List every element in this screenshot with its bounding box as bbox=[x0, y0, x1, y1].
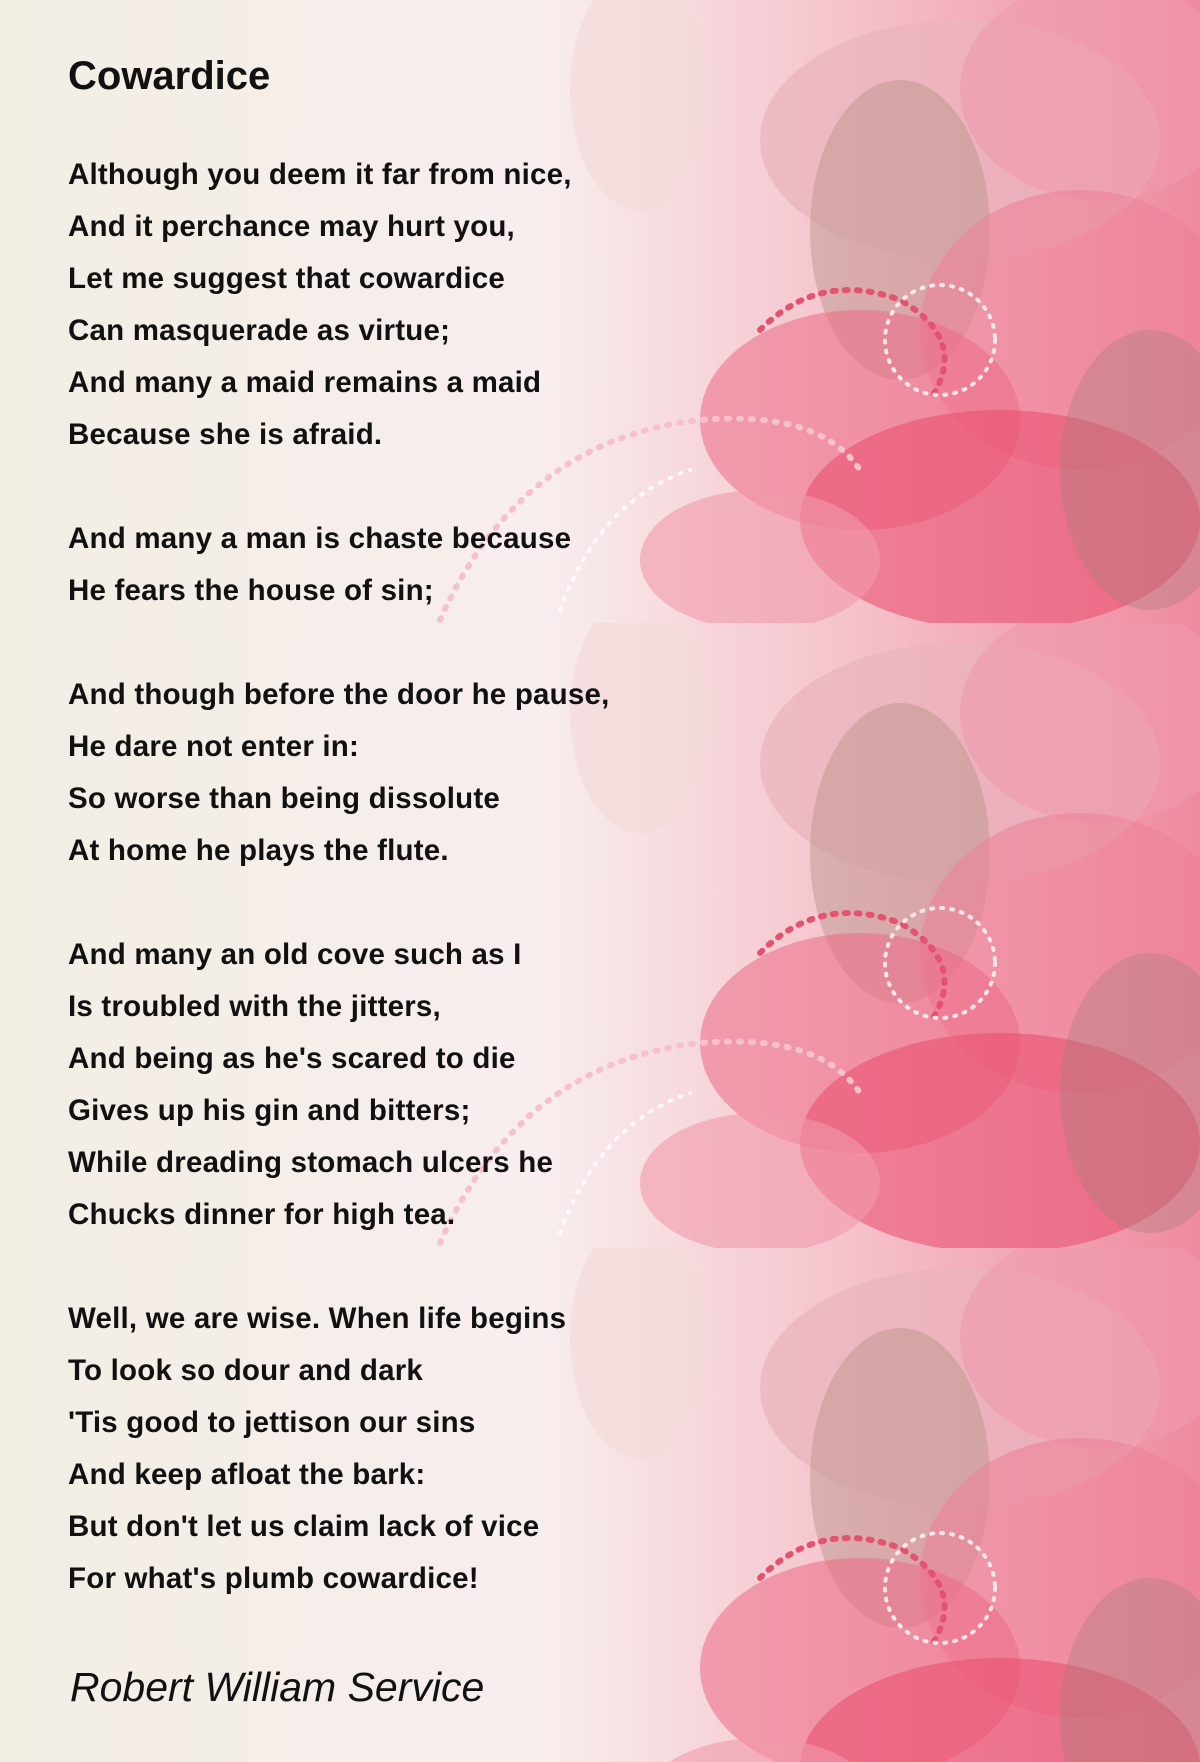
poem-line: And many a man is chaste because bbox=[68, 522, 572, 555]
poem-line: And it perchance may hurt you, bbox=[68, 210, 515, 243]
poem-line: Let me suggest that cowardice bbox=[68, 262, 505, 295]
poem-line: At home he plays the flute. bbox=[68, 834, 449, 867]
poem-line: So worse than being dissolute bbox=[68, 782, 500, 815]
poem-line: Chucks dinner for high tea. bbox=[68, 1198, 456, 1231]
poem-line: Because she is afraid. bbox=[68, 418, 383, 451]
poem-line: And many an old cove such as I bbox=[68, 938, 522, 971]
poem-line: And being as he's scared to die bbox=[68, 1042, 516, 1075]
poem-line: To look so dour and dark bbox=[68, 1354, 423, 1387]
poem-line: And many a maid remains a maid bbox=[68, 366, 542, 399]
poem-line: Although you deem it far from nice, bbox=[68, 158, 572, 191]
poem-line: Well, we are wise. When life begins bbox=[68, 1302, 567, 1335]
poem-line: He dare not enter in: bbox=[68, 730, 360, 763]
poem-line: Is troubled with the jitters, bbox=[68, 990, 441, 1023]
poem-line: And though before the door he pause, bbox=[68, 678, 610, 711]
poem-line: 'Tis good to jettison our sins bbox=[68, 1406, 476, 1439]
poem-line: While dreading stomach ulcers he bbox=[68, 1146, 554, 1179]
poem-line: Can masquerade as virtue; bbox=[68, 314, 451, 347]
poem-line: Gives up his gin and bitters; bbox=[68, 1094, 471, 1127]
poem-line: For what's plumb cowardice! bbox=[68, 1562, 479, 1595]
poem-line: And keep afloat the bark: bbox=[68, 1458, 426, 1491]
poem-author: Robert William Service bbox=[70, 1664, 485, 1710]
poem-title: Cowardice bbox=[68, 54, 271, 98]
poem-line: He fears the house of sin; bbox=[68, 574, 434, 607]
poem-line: But don't let us claim lack of vice bbox=[68, 1510, 540, 1543]
